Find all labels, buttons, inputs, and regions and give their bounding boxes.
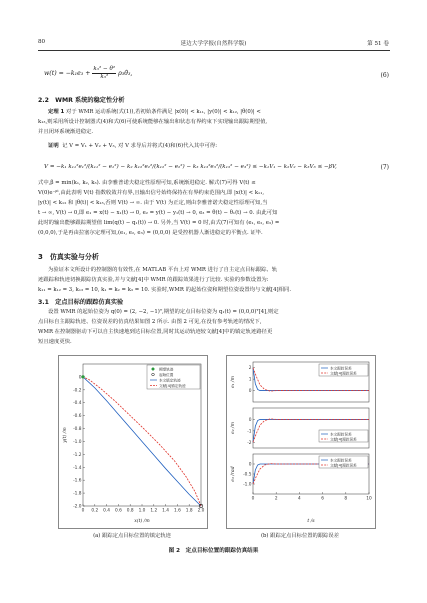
y-tick-label: 0 (78, 375, 82, 381)
y-tick-label: -0.5 (243, 472, 252, 478)
y-tick-label: 0 (248, 417, 252, 423)
proof-body-line-6: (0,0,0),于是再由拉塞尔定理可知,(e₁, e₂, e₃) = (0,0,0) 是受控机器人渐进稳定的平衡点. 证毕. (38, 230, 263, 237)
y-tick-label: -2 (247, 440, 252, 446)
section-3-intro-line-1: 为验证本文所设计的控制器的有效性,在 MATLAB 平台上对 WMR 进行了自主定点目标跟踪、轨 (48, 267, 278, 273)
x-tick-label: 6 (321, 496, 324, 502)
x-tick-label: 0.2 (91, 508, 99, 514)
section-3-1-line-1: 设置 WMR 的起始位姿为 q(0) = (2, −2, −1)ᵀ,期望的定点目标位姿为 q₁(t) = (0,0,0)ᵀ[4],则定 (48, 309, 279, 315)
y-axis-label: e₂ /m (231, 422, 236, 434)
x-tick-label: 1.6 (173, 508, 181, 514)
legend-label: 起始位置 (159, 372, 174, 377)
legend-label: 本文跟踪误差 (330, 458, 352, 463)
x-axis-label: t /s (307, 519, 315, 524)
x-tick-label: 0.4 (103, 508, 111, 514)
trajectory-chart (59, 356, 207, 528)
x-tick-label: 1.0 (138, 508, 146, 514)
section-3-1-line-2: 点目标自主跟踪轨迹、位姿误差的仿真结果如图 2 所示. 由图 2 可见,在没有参考轨迹的情况下, (38, 319, 262, 326)
theorem-line-2: k₁₃,则采用所设计控制器式(4)和式(6)可使系统能够在输出和状态有界约束下实现输出跟踪期望值, (38, 119, 268, 126)
equation-7: V̇ = −k₁ k₁₁²e₁²/(k₁₁² − e₁²) − k₂ k₁₂²e₂²/(k₁₂² − e₂²) − k₃ k₁₃²e₃²/(k₁₃² − e₃²) ≤ −k₁V₁ − k₂V₂ − k₃V₃ ≤ −βV, (44, 164, 337, 170)
figure-2b-panel (226, 355, 376, 529)
volume-label: 第 51 卷 (367, 41, 389, 47)
y-tick-label: -2.0 (73, 504, 82, 510)
x-tick-label: 0.6 (114, 508, 122, 514)
y-tick-label: -1.6 (73, 478, 82, 484)
equation-6-fraction (92, 66, 116, 81)
proof-body-line-3: |y(t)| < k₁₂ 和 |θ(t)| < k₁₃,否则 V(t) → ∞. 由于 V(t) 为正定,则由李雅普诺夫稳定性原理可知,当 (38, 200, 268, 207)
theorem-label: 定理 1 (48, 109, 65, 115)
page-number: 80 (38, 39, 46, 45)
proof-body-line-2: V(0)e⁻ᵝᵗ,由此表明 V(t) 指数收敛并有界,且输出信号始终保持在有界约束范围内,即 |x(t)| < k₁₁, (38, 190, 265, 197)
x-tick-label: 4 (298, 496, 301, 502)
x-tick-label: 0 (81, 508, 85, 514)
y-axis-label: e₁ /m (231, 376, 236, 388)
proof-body (38, 178, 390, 239)
x-tick-label: 1.4 (162, 508, 170, 514)
journal-title: 延边大学学报(自然科学版) (180, 41, 247, 47)
theorem-line-1: 对于 WMR 运动系统(式(1)),若初始条件满足 |x(0)| < k₁₁, |y(0)| < k₁₂, |θ(0)| < (65, 109, 261, 115)
equation-6-denominator: k₃² (100, 74, 109, 80)
proof-intro (38, 141, 390, 151)
x-tick-label: 0.8 (126, 508, 134, 514)
y-tick-label: 0 (248, 389, 252, 395)
theorem-line-3: 并且闭环系统渐进稳定. (38, 129, 94, 136)
y-tick-label: -1.0 (243, 482, 252, 488)
x-tick-label: 2 (274, 496, 278, 502)
y-tick-label: -0.8 (73, 427, 82, 433)
figure-2a-panel (58, 355, 208, 529)
figure-2-caption: 图 2 定点目标位置的跟踪仿真结果 (168, 548, 259, 554)
legend-label: 文献[4]镇定轨迹 (159, 383, 186, 388)
equation-6-number: (6) (380, 72, 389, 79)
legend-label: 本文跟踪误差 (330, 432, 352, 437)
section-3-1-heading: 3.1 定点目标的跟踪仿真实验 (38, 299, 124, 306)
section-3-intro (38, 265, 390, 295)
y-tick-label: -0.6 (73, 414, 82, 420)
x-tick-label: 1.2 (150, 508, 158, 514)
y-tick-label: 1 (248, 377, 252, 383)
proof-body-line-4: t → ∞, V(t) → 0,即 e₁ = x(t) − x₁(t) → 0, e₂ = y(t) − y₁(t) → 0, e₃ = θ(t) − θ₁(t) → 0. 由此可知 (38, 210, 278, 217)
x-tick-label: 8 (344, 496, 348, 502)
y-tick-label: -1.8 (73, 491, 82, 497)
legend-label: 本文跟踪误差 (330, 366, 352, 371)
legend-label: 本文镇定轨迹 (159, 378, 181, 383)
x-tick-label: 1.8 (185, 508, 193, 514)
equation-6-lhs: w(t) = −k₁e₃ + (44, 70, 93, 77)
figure-2a-caption: (a) 跟踪定点目标位置的镇定轨迹 (93, 533, 171, 539)
x-tick-label: 10 (366, 496, 372, 502)
section-3-intro-line-2: 迹跟踪和轨迹切换跟踪仿真实验,并与文献[4]中 WMR 的跟踪效果进行了比较. 实验的参数设置为: (38, 277, 269, 284)
y-tick-label: -0.2 (73, 388, 82, 394)
proof-line: 记 V = V₁ + V₂ + V₃, 对 V 求导后并将式(4)和(6)代入其中可得: (62, 143, 218, 149)
y-axis-label: y(t) /m (63, 427, 68, 443)
figure-2b-caption: (b) 跟踪定点目标位置的跟踪误差 (260, 533, 340, 539)
section-3-1-line-4: 短且速度更快. (38, 339, 72, 346)
y-tick-label: -1.2 (73, 452, 82, 458)
y-tick-label: -1.4 (73, 465, 82, 471)
target-point-marker (78, 375, 84, 381)
y-tick-label: -1 (247, 429, 252, 435)
legend-label: 期望轨迹 (159, 367, 174, 372)
theorem-1 (38, 107, 390, 137)
equation-7-number: (7) (380, 164, 389, 171)
x-axis-label: x(t) /m (134, 519, 150, 524)
legend-label: 文献[4]跟踪误差 (330, 371, 357, 376)
y-tick-label: -0.4 (73, 401, 82, 407)
section-3-1-line-3: WMR 在控制器驱动下可以自主快速地到达目标位置,同时其运动轨迹较文献[4]中的镇定轨迹路径更 (38, 329, 273, 336)
proof-body-line-1: 式中,β = min(k₁, k₂, k₃). 由李雅普诺夫稳定性原理可知,系统渐进稳定. 解式(7)可得 V(t) ≤ (38, 180, 256, 186)
y-tick-label: 0 (248, 462, 252, 468)
y-tick-label: 2 (248, 366, 252, 372)
section-3-heading: 3 仿真实验与分析 (38, 253, 99, 261)
legend-marker (152, 368, 155, 371)
error-chart (227, 356, 375, 528)
y-axis-label: e₃ /rad (231, 466, 236, 482)
proof-label: 证明 (48, 143, 59, 149)
x-tick-label: 2.0 (197, 508, 205, 514)
x-tick-label: 0 (251, 496, 255, 502)
proof-body-line-5: 此时的输出能够跟踪期望值 lim(q(t) − q₁(t)) → 0. 另外,当 V(t) = 0 时,由式(7)可知有 (e₁, e₂, e₃) = (38, 220, 280, 227)
section-2-2-heading: 2.2 WMR 系统的稳定性分析 (38, 97, 125, 104)
section-3-1-body (38, 307, 390, 347)
y-tick-label: -1.0 (73, 439, 82, 445)
equation-6-tail: ρ₃θ̂₃, (118, 70, 133, 77)
series-line-0 (83, 377, 201, 506)
section-3-intro-line-3: k₁₁ = k₁₂ = 3, k₁₃ = 10, k₁ = k₂ = k₃ = 10. 实验时,WMR 的起始位姿和期望位姿设置均与文献[4]相同. (38, 287, 292, 294)
header-rule (38, 50, 390, 51)
equation-6 (44, 66, 132, 81)
legend-label: 文献[4]跟踪误差 (330, 463, 357, 468)
legend-label: 文献[4]跟踪误差 (330, 437, 357, 442)
equation-6-numerator: k₃² − θ² (93, 66, 116, 72)
